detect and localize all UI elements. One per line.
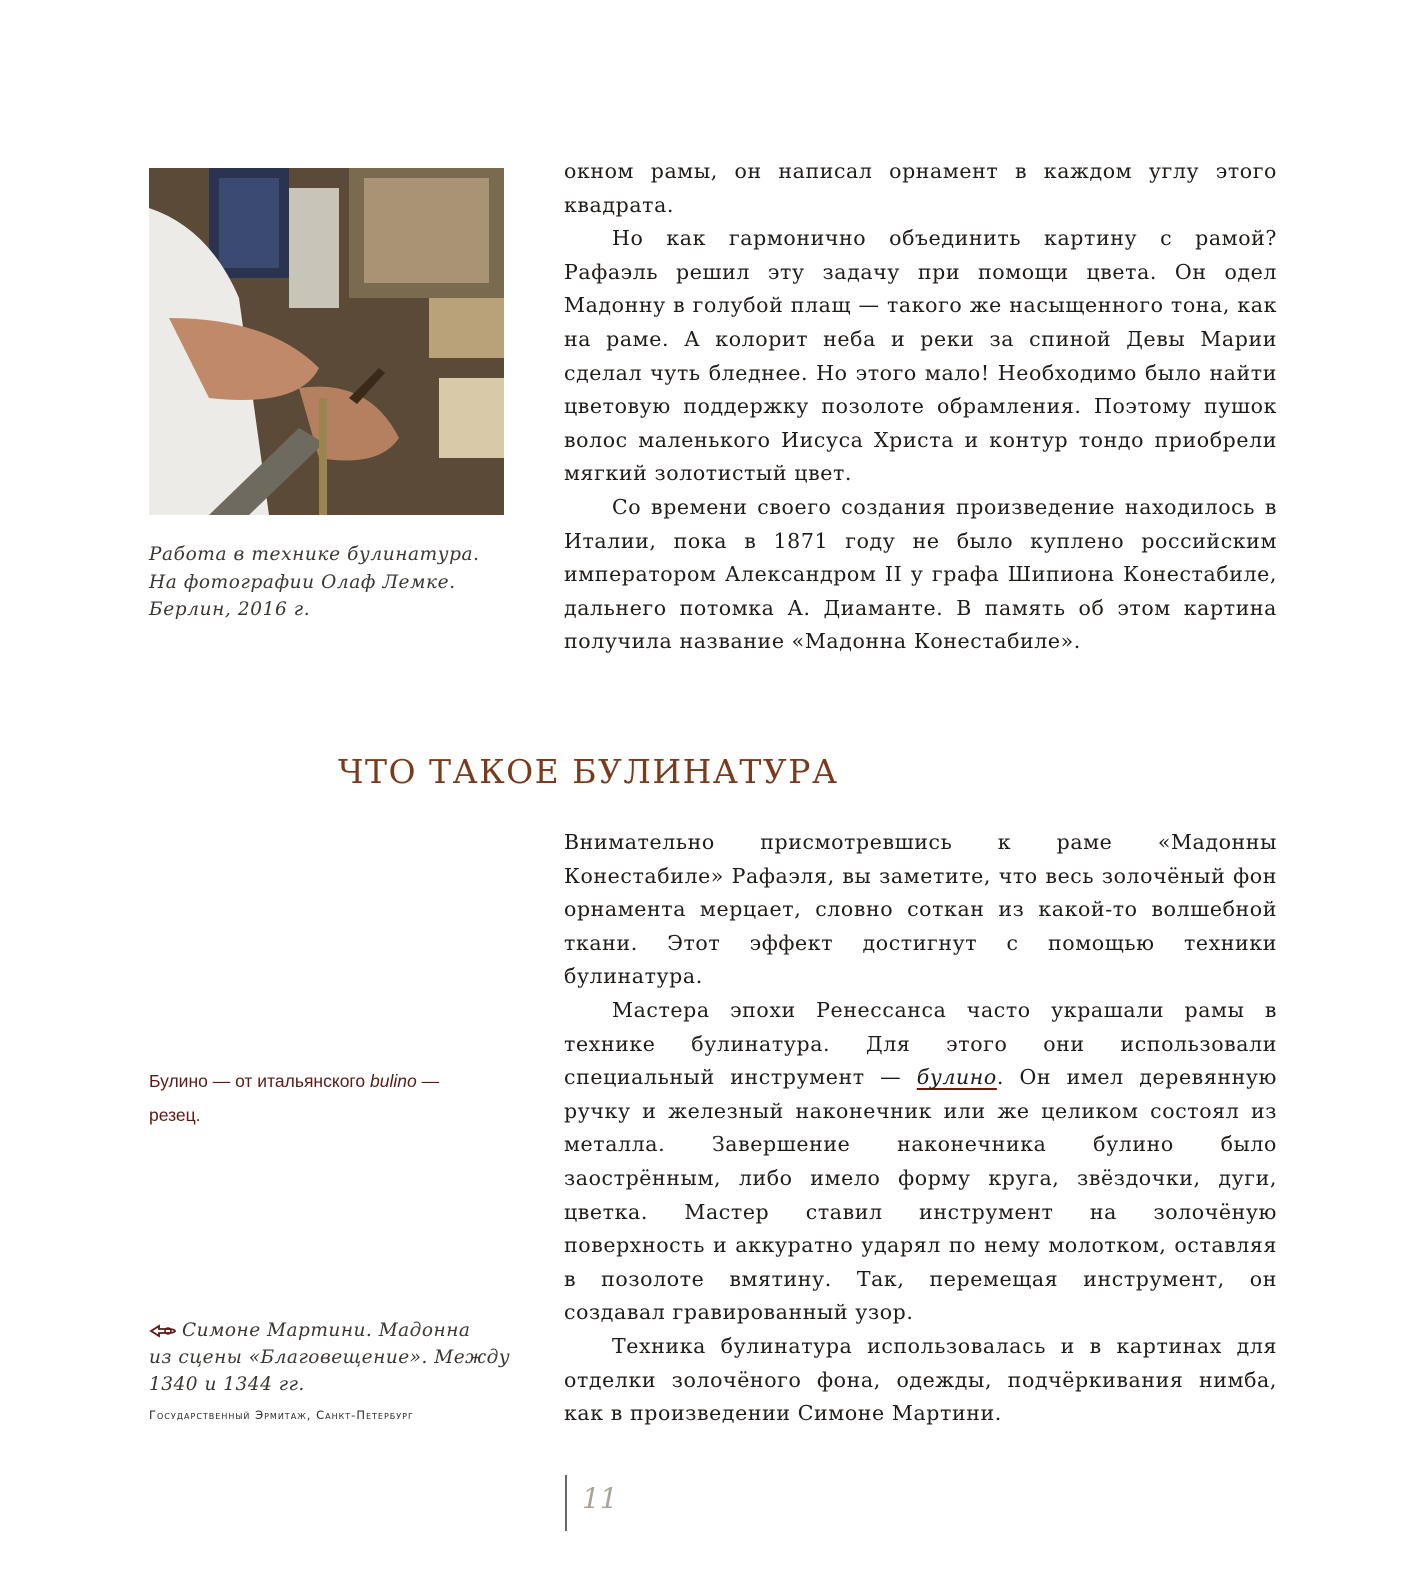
paragraph: Техника булинатура использовалась и в картинах для отделки золочёного фона, одежды, подчёркивания нимба, как в произведении Симоне Мартини.: [564, 1333, 1277, 1426]
photo-caption-line: Берлин, 2016 г.: [149, 599, 311, 620]
artwork-source: Государственный Эрмитаж, Санкт-Петербург: [149, 1408, 414, 1422]
term-link[interactable]: булино: [916, 1065, 997, 1090]
paragraph-text: Мастера эпохи Ренессанса часто украшали рамы в технике булинатура. Для этого они использовали специальный инструмент —: [564, 997, 1277, 1090]
section-heading: ЧТО ТАКОЕ БУЛИНАТУРА: [338, 752, 839, 791]
note-term: bulino: [370, 1071, 417, 1091]
margin-note-line: резец.: [149, 1105, 201, 1125]
photo-caption-line: Работа в технике булинатура.: [149, 544, 480, 565]
artwork-caption-line: [149, 1317, 509, 1344]
body-column-bottom: [564, 826, 1277, 1431]
paragraph: Со времени своего создания произведение находилось в Италии, пока в 1871 году не было куплено российским императором Александром II у графа Шипиона Конестабиле, дальнего потомка А. Диаманте. В память об этом картина получила название «Мадонна Конестабиле».: [564, 494, 1277, 654]
paragraph: Внимательно присмотревшись к раме «Мадонны Конестабиле» Рафаэля, вы заметите, что весь золочёный фон орнамента мерцает, словно соткан из какой-то волшебной ткани. Этот эффект достигнут с помощью техники булинатура.: [564, 830, 1277, 989]
paragraph: окном рамы, он написал орнамент в каждом углу этого квадрата.: [564, 159, 1277, 217]
paragraph-text: . Он имел деревянную ручку и железный наконечник или же целиком состоял из металла. Завершение наконечника булино было заострённым, либо имело форму круга, звёздочки, дуги, цветка. Мастер ставил инструмент на золочёную поверхность и аккуратно ударял по нему молотком, оставляя в позолоте вмятину. Так, перемещая инструмент, он создавал гравированный узор.: [564, 1065, 1277, 1325]
photo-caption-line: На фотографии Олаф Лемке.: [149, 571, 456, 593]
note-text: Булино — от итальянского: [149, 1071, 371, 1091]
caption-text: Симоне Мартини. Мадонна: [182, 1320, 471, 1341]
photo-caption: [149, 541, 509, 624]
artwork-caption: [149, 1317, 509, 1398]
body-column-top: [564, 155, 1277, 659]
paragraph: [564, 994, 1277, 1330]
page-number: 11: [582, 1482, 618, 1515]
margin-note: [149, 1064, 489, 1132]
margin-note-line: [149, 1064, 489, 1098]
page-number-rule: [565, 1475, 567, 1531]
paragraph: Но как гармонично объединить картину с рамой? Рафаэль решил эту задачу при помощи цвета. Он одел Мадонну в голубой плащ — такого же насыщенного тона, как на раме. А колорит неба и реки за спиной Девы Марии сделал чуть бледнее. Но этого мало! Необходимо было найти цветовую поддержку позолоте обрамления. Поэтому пушок волос маленького Иисуса Христа и контур тондо приобрели мягкий золотистый цвет.: [564, 226, 1277, 486]
artwork-caption-line: 1340 и 1344 гг.: [149, 1374, 305, 1395]
note-text: —: [416, 1071, 440, 1091]
artwork-caption-line: из сцены «Благовещение». Между: [149, 1347, 511, 1368]
workshop-photo: [149, 168, 504, 515]
arrow-left-icon: [149, 1324, 178, 1338]
